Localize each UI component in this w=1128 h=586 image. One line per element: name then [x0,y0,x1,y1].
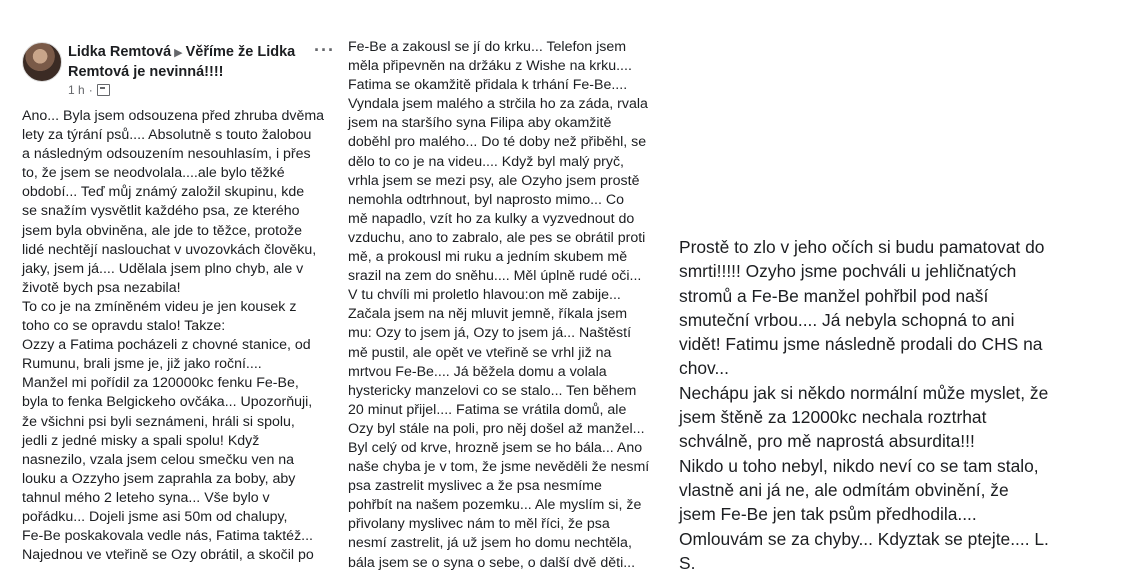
post-body-part-3: Prostě to zlo v jeho očích si budu pamatovat do smrti!!!!! Ozyho jsme pochváli u jehličnatých stromů a Fe-Be manžel pohřbil pod naší smuteční vrbou.... Já nebyla schopná to ani vidět! Fatimu jsme následně prodali do CHS na chov... Nechápu jak si někdo normální může myslet, že jsem štěně za 12000kc nechala roztrhat schválně, pro mě naprostá absurdita!!! Nikdo u toho nebyl, nikdo neví co se tam stalo, vlastně ani já ne, ale odmítám obvinění, že jsem Fe-Be jen tak psům předhodila.... Omlouvám se za chyby... Kdyztak se ptejte.... L. S. [679,237,1049,573]
author-name[interactable]: Lidka Remtová [68,44,172,60]
avatar[interactable] [22,42,62,82]
group-privacy-icon [97,84,110,96]
post-title [68,43,313,82]
post-time[interactable]: 1 h [68,83,85,97]
post-header [22,40,342,100]
post-panel-left [0,0,342,586]
post-panel-right [672,0,1128,586]
arrow-right-icon: ▶ [174,47,183,59]
ellipsis-icon[interactable]: ··· [314,40,335,60]
post-body-part-1: Ano... Byla jsem odsouzena před zhruba dvěma lety za týrání psů.... Absolutně s touto žalobou a následným odsouzením nesouhlasím, i přes to, že jsem se neodvolala....ale bylo těžké období... Teď můj známý založil skupinu, kde se snažím vysvětlit každého psa, ze kterého jsem byla obviněna, ale jde to těžce, protože lidé nechtějí naslouchat v uvozovkách člověku, jaky, jsem já.... Udělala jsem plno chyb, ale v životě bych psa nezabila! To co je na zmíněném videu je jen kousek z toho co se opravdu stalo! Takze: Ozzy a Fatima pocházeli z chovné stanice, od Rumunu, brali jsme je, již jako roční.... Manžel mi pořídil za 120000kc fenku Fe-Be, byla to fenka Belgickeho ovčáka... Upozorňuji, že všichni psi byli seznámeni, hráli si spolu, jedli z jedné misky a spali spolu! Když nasnezilo, vzala jsem celou smečku ven na louku a Ozzyho jsem zaprahla za boby, aby tahnul mého 2 leteho syna... Vše bylo v pořádku... Dojeli jsme asi 50m od chalupy, Fe-Be poskakovala vedle nás, Fatima taktéž... Najednou ve vteřině se Ozy obrátil, a skočil po [22,108,325,564]
post-body-part-2: Fe-Be a zakousl se jí do krku... Telefon jsem měla připevněn na držáku z Wishe na krku.... Fatima se okamžitě přidala k trhání Fe-Be.... Vyndala jsem malého a strčila ho za záda, rvala jsem na staršího syna Filipa aby okamžitě doběhl pro malého... Do té doby než přiběhl, se dělo to co je na videu.... Když byl malý pryč, vrhla jsem se mezi psy, ale Ozyho jsem prostě nemohla odtrhnout, byl naprosto mimo... Co mě napadlo, vzít ho za kulky a vyzvednout do vzduchu, ano to zabralo, ale pes se obrátil proti mě, a prokousl mi ruku a jedním skubem mě srazil na zem do sněhu.... Měl úplně rudé oči... V tu chvíli mi proletlo hlavou:on mě zabije... Začala jsem na něj mluvit jemně, říkala jsem mu: Ozy to jsem já, Ozy to jsem já... Naštěstí mě pustil, ale opět ve vteřině se vrhl již na mrtvou Fe-Be.... Já běžela domu a volala hystericky manzelovi co se stalo... Ten během 20 minut přijel.... Fatima se vrátila domů, ale Ozy byl stále na poli, pro něj došel až manžel... Byl celý od krve, hrozně jsem se ho bála... Ano naše chyba je v tom, že jsme nevěděli že nesmí psa zastrelit myslivec a že psa nesmíme pohřbít na našem pozemku... Ale myslím si, že přivolany myslivec nám to měl říci, že psa nesmí zastrelit, já už jsem ho domu nechtěla, bála jsem se o syna o sebe, o další dvě děti... [348,39,650,571]
post-meta [68,83,110,97]
group-name[interactable]: Věříme že Lidka Remtová je nevinná!!!! [68,44,296,80]
post-panel-middle [342,0,672,586]
dot-separator: · [88,83,93,97]
